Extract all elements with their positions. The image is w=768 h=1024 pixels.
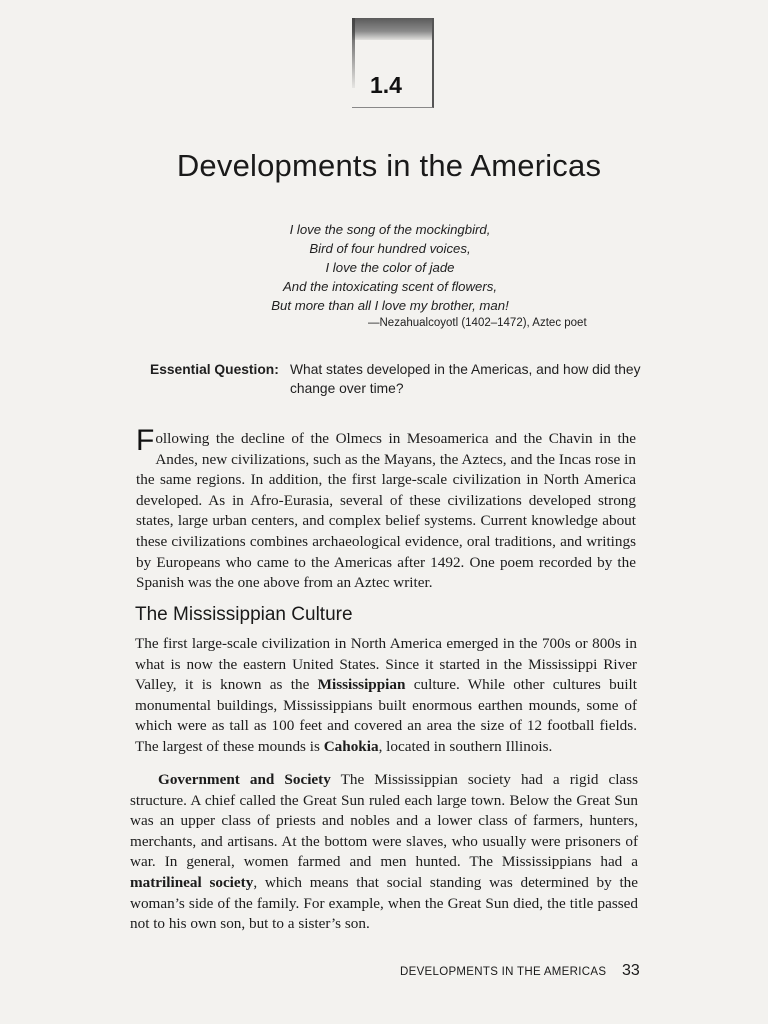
poem-line: I love the song of the mockingbird,: [289, 222, 491, 237]
intro-paragraph: [136, 424, 636, 594]
poem-line: But more than all I love my brother, man!: [271, 298, 509, 313]
section-box-left-bar: [352, 18, 355, 88]
paragraph-text: culture. While other cultures built monumental buildings, Mississippians built enormous earthen mounds, some of which were as tall as 100 feet and covered an area the size of 12 football fields. The largest of these mounds is: [135, 676, 637, 755]
poem-attribution: —Nezahualcoyotl (1402–1472), Aztec poet: [368, 317, 587, 329]
poem-line: And the intoxicating scent of flowers,: [282, 279, 498, 294]
paragraph-text: , located in southern Illinois.: [378, 737, 553, 755]
essential-question-text: What states developed in the Americas, and how did they change over time?: [290, 362, 641, 396]
epigraph-poem: [200, 220, 580, 315]
paragraph-text: , which means that social standing was determined by the woman’s side of the family. For example, when the Great Sun died, the title passed not to his own son, but to a sister’s son.: [130, 873, 639, 933]
page-number: 33: [622, 962, 640, 979]
key-term: matrilineal society: [130, 873, 254, 891]
run-in-heading: Government and Society: [158, 771, 331, 788]
paragraph-text: The first large-scale civilization in North America emerged in the 700s or 800s in what is now the eastern United States. Since it started in the Mississippi River Valley, it is known as the: [135, 635, 637, 694]
key-term: Mississippian: [317, 676, 406, 694]
intro-text: ollowing the decline of the Olmecs in Mesoamerica and the Chavin in the Andes, new civilizations, such as the Mayans, the Aztecs, and the Incas rose in the same regions. In addition, the first large-scale civilization in North America developed. As in Afro-Eurasia, several of these civilizations developed strong states, large urban centers, and complex belief systems. Current knowledge about these civilizations combines archaeological evidence, oral traditions, and writings by Europeans who came to the Americas after 1492. One poem recorded by the Spanish was the one above from an Aztec writer.: [136, 430, 636, 592]
drop-cap: F: [136, 424, 155, 457]
section-box-header-bar: [352, 18, 432, 40]
section-heading: The Mississippian Culture: [135, 604, 353, 625]
key-term: Cahokia: [323, 737, 379, 755]
running-title: DEVELOPMENTS IN THE AMERICAS: [400, 966, 607, 978]
body-paragraph: [135, 634, 637, 758]
essential-question-label: Essential Question:: [150, 362, 279, 377]
page-title: Developments in the Americas: [176, 148, 602, 183]
poem-line: Bird of four hundred voices,: [309, 241, 471, 256]
paragraph-text: The Mississippian society had a rigid class structure. A chief called the Great Sun ruled each large town. Below the Great Sun was an upper class of priests and nobles and a lower class of farmers, hunters, merchants, and artisans. At the bottom were slaves, who usually were prisoners of war. In general, women farmed and men hunted. The Mississippians had a: [130, 771, 638, 871]
body-paragraph: [130, 770, 638, 935]
poem-line: I love the color of jade: [325, 260, 455, 275]
section-number: 1.4: [370, 72, 402, 98]
